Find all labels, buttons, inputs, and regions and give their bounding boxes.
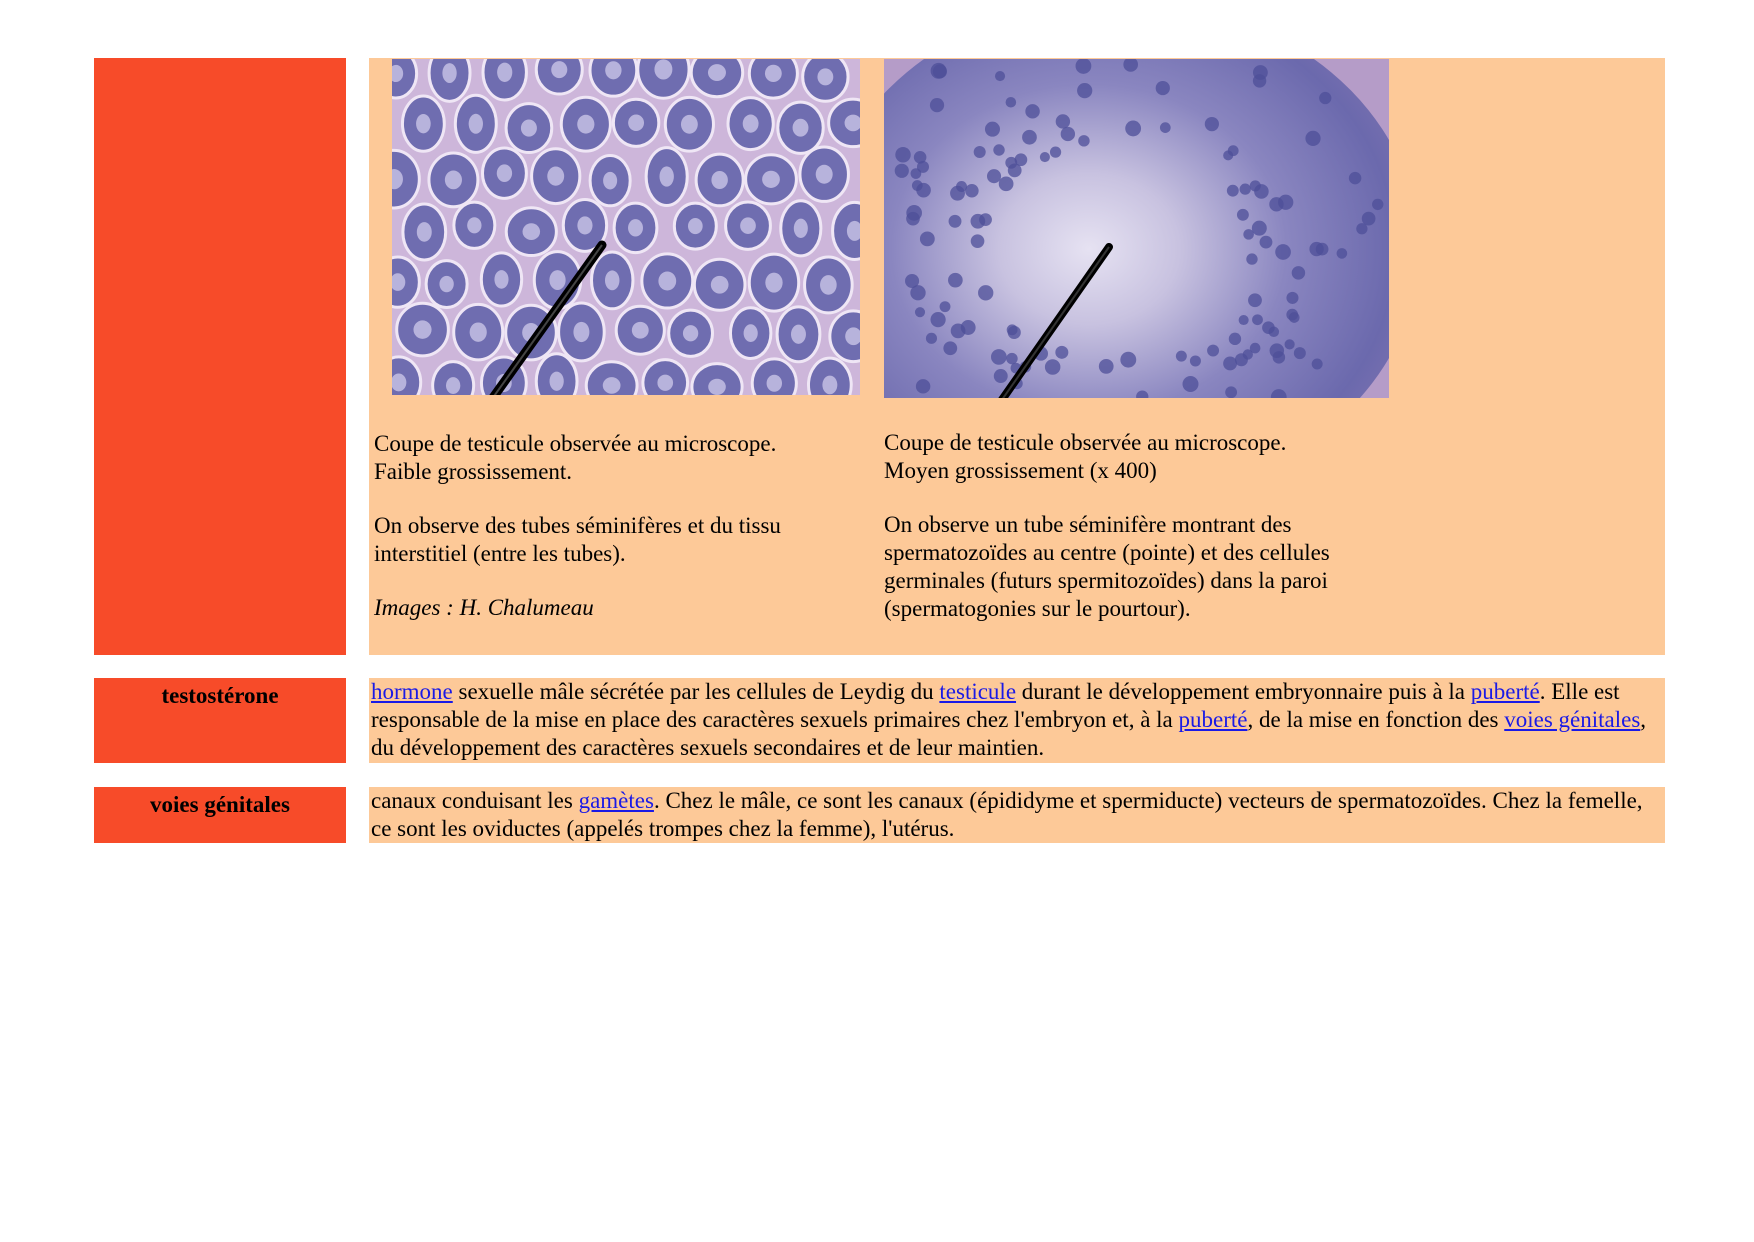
cell-nucleus (895, 164, 909, 178)
tube-lumen (446, 377, 460, 394)
tube-lumen (577, 115, 594, 134)
tube-lumen (688, 218, 703, 234)
cell-nucleus (1160, 122, 1171, 133)
cell-nucleus (915, 307, 925, 317)
tube-lumen (521, 120, 537, 137)
cell-nucleus (987, 169, 1001, 183)
micrograph-low-svg (392, 59, 860, 395)
cell-nucleus (956, 181, 967, 192)
cell-nucleus (1254, 184, 1269, 199)
cell-nucleus (930, 98, 944, 112)
term-cell-voies-genitales (94, 787, 346, 843)
cell-nucleus (1156, 81, 1170, 95)
tube-lumen (743, 115, 759, 133)
cell-nucleus (1056, 114, 1070, 128)
cell-nucleus (1225, 386, 1237, 398)
term-label: voies génitales (150, 792, 290, 817)
cell-nucleus (951, 323, 966, 338)
cell-nucleus (1285, 339, 1295, 349)
tube-lumen (740, 217, 756, 234)
tube-lumen (439, 276, 453, 292)
cell-nucleus (974, 146, 986, 158)
caption-right-line1: Coupe de testicule observée au microscope. (884, 430, 1287, 455)
cell-nucleus (1190, 355, 1201, 366)
cell-nucleus (1250, 343, 1261, 354)
tube-lumen (632, 322, 649, 339)
tube-lumen (767, 375, 782, 392)
tube-lumen (413, 320, 431, 338)
cell-nucleus (993, 144, 1004, 155)
cell-nucleus (1099, 359, 1114, 374)
cell-nucleus (1006, 97, 1017, 108)
tube-lumen (659, 166, 673, 186)
cell-nucleus (1045, 359, 1061, 375)
tube-lumen (605, 61, 621, 79)
tube-lumen (550, 372, 564, 391)
cell-nucleus (1120, 352, 1136, 368)
tube-lumen (817, 68, 833, 85)
tube-lumen (416, 114, 431, 133)
cell-nucleus (1008, 326, 1021, 339)
cell-nucleus (971, 234, 985, 248)
caption-right-line2: Moyen grossissement (x 400) (884, 458, 1157, 483)
tube-lumen (494, 270, 508, 289)
definition-testosterone (369, 678, 1665, 763)
cell-nucleus (1223, 357, 1237, 371)
definition-text: , du développement des caractères sexuels secondaires et de leur maintien. (371, 707, 1647, 760)
tube-lumen (657, 375, 673, 391)
cell-nucleus (926, 333, 937, 344)
tube-lumen (417, 222, 432, 242)
cell-nucleus (1248, 293, 1262, 307)
cell-nucleus (978, 285, 993, 300)
cell-nucleus (1050, 147, 1061, 158)
tube-lumen (523, 223, 541, 240)
cell-nucleus (1078, 135, 1089, 146)
cell-nucleus (895, 147, 910, 162)
cell-nucleus (930, 312, 945, 327)
tube-lumen (549, 270, 565, 290)
cell-nucleus (1305, 131, 1320, 146)
cell-nucleus (914, 151, 927, 164)
cell-nucleus (1228, 145, 1239, 156)
term-cell-empty (94, 58, 346, 655)
cell-nucleus (1252, 221, 1267, 236)
cell-nucleus (948, 273, 963, 288)
caption-left-line1: Coupe de testicule observée au microscope. (374, 431, 777, 456)
cell-nucleus (1270, 343, 1285, 358)
cell-nucleus (1253, 65, 1268, 80)
term-label: testostérone (161, 683, 279, 708)
definition-text: . Chez le mâle, ce sont les canaux (épididyme et spermiducte) vecteurs de spermatozoïdes. Chez la femelle, ce sont les oviductes (appelés trompes chez la femme), l'utérus. (371, 788, 1643, 841)
cell-nucleus (995, 71, 1005, 81)
cell-nucleus (933, 64, 947, 78)
cell-nucleus (1239, 315, 1249, 325)
tube-lumen (497, 63, 512, 82)
tube-lumen (467, 217, 481, 233)
cell-nucleus (1077, 83, 1092, 98)
term-cell-testosterone (94, 678, 346, 763)
tube-lumen (681, 115, 698, 134)
cell-nucleus (1349, 172, 1361, 184)
cell-nucleus (1269, 327, 1279, 337)
cell-nucleus (1372, 199, 1383, 210)
cell-nucleus (1286, 292, 1298, 304)
cell-nucleus (971, 214, 986, 229)
tube-lumen (658, 272, 676, 291)
tube-lumen (791, 325, 806, 344)
tube-lumen (573, 322, 589, 342)
cell-nucleus (916, 379, 930, 393)
definition-text: canaux conduisant les (371, 788, 579, 813)
tube-lumen (708, 64, 726, 81)
cell-nucleus (1006, 353, 1017, 364)
tube-lumen (497, 164, 512, 182)
tube-lumen (711, 171, 727, 189)
cell-nucleus (940, 301, 951, 312)
cell-nucleus (1176, 351, 1187, 362)
tube-lumen (551, 61, 567, 78)
tube-lumen (822, 376, 837, 395)
cell-nucleus (1319, 92, 1331, 104)
tube-lumen (794, 219, 808, 238)
cell-nucleus (920, 231, 935, 246)
cell-nucleus (999, 176, 1014, 191)
cell-nucleus (1289, 312, 1300, 323)
cell-nucleus (1294, 347, 1306, 359)
cell-nucleus (1237, 209, 1249, 221)
cell-nucleus (1229, 333, 1241, 345)
cell-nucleus (1183, 376, 1199, 392)
caption-right (884, 429, 1389, 649)
tube-lumen (820, 275, 837, 295)
tube-lumen (547, 167, 564, 186)
tube-lumen (765, 273, 782, 293)
cell-nucleus (985, 122, 1000, 137)
cell-nucleus (911, 168, 922, 179)
tube-lumen (469, 114, 483, 134)
cell-nucleus (1227, 185, 1239, 197)
cell-nucleus (1312, 358, 1323, 369)
tube-lumen (628, 219, 643, 236)
cell-nucleus (1055, 346, 1068, 359)
micrograph-medium-magnification (884, 59, 1389, 398)
cell-nucleus (1252, 314, 1263, 325)
caption-left (374, 430, 854, 648)
cell-nucleus (1275, 244, 1291, 260)
micrograph-medium-svg (884, 59, 1389, 398)
tube-lumen (744, 324, 758, 342)
tube-lumen (605, 270, 620, 290)
cell-nucleus (1205, 117, 1219, 131)
tube-lumen (711, 276, 729, 294)
caption-left-observation: On observe des tubes séminifères et du tissu interstitiel (entre les tubes). (374, 513, 781, 566)
cell-nucleus (1240, 184, 1251, 195)
tube-lumen (765, 65, 782, 82)
cell-nucleus (991, 349, 1007, 365)
definition-text: durant le développement embryonnaire puis à la (1016, 679, 1471, 704)
link-gametes[interactable]: gamètes (578, 788, 654, 813)
tube-lumen (577, 216, 592, 234)
tube-lumen (628, 115, 644, 131)
cell-nucleus (1005, 157, 1017, 169)
cell-nucleus (949, 215, 962, 228)
cell-nucleus (1356, 223, 1367, 234)
cell-nucleus (916, 183, 931, 198)
cell-nucleus (905, 274, 919, 288)
tube-lumen (445, 170, 462, 189)
tube-lumen (762, 171, 780, 188)
cell-nucleus (1362, 212, 1376, 226)
cell-nucleus (1040, 152, 1050, 162)
tube-lumen (654, 59, 672, 79)
tube-lumen (603, 377, 621, 394)
cell-nucleus (1061, 127, 1075, 141)
cell-nucleus (1022, 130, 1037, 145)
caption-left-line2: Faible grossissement. (374, 459, 573, 484)
cell-nucleus (1125, 121, 1141, 137)
cell-nucleus (994, 369, 1008, 383)
cell-nucleus (1260, 236, 1273, 249)
tube-lumen (470, 322, 487, 341)
micrograph-low-magnification (392, 59, 860, 395)
definition-text: sexuelle mâle sécrétée par les cellules de Leydig du (452, 679, 940, 704)
definition-voies-genitales (369, 787, 1665, 843)
definition-text: , de la mise en fonction des (1247, 707, 1505, 732)
cell-nucleus (943, 341, 957, 355)
image-row-cell (369, 58, 1665, 655)
image-credit: Images : H. Chalumeau (374, 595, 594, 620)
cell-nucleus (1207, 345, 1219, 357)
link-voies-genitales[interactable]: voies génitales (1504, 707, 1641, 732)
tube-lumen (793, 119, 809, 137)
cell-nucleus (1278, 195, 1293, 210)
link-puberte[interactable]: puberté (1470, 679, 1540, 704)
tube-lumen (442, 63, 456, 83)
link-hormone[interactable]: hormone (371, 679, 453, 704)
definition-text: . Elle est responsable de la mise en place des caractères sexuels primaires chez l'embryon et, à la (371, 679, 1620, 732)
caption-right-observation: On observe un tube séminifère montrant des spermatozoïdes au centre (pointe) et des cellules germinales (futurs spermitozoïdes) dans la paroi (spermatogonies sur le pourtour). (884, 512, 1330, 621)
cell-nucleus (906, 205, 922, 221)
tube-lumen (683, 325, 698, 341)
link-testicule[interactable]: testicule (939, 679, 1017, 704)
cell-nucleus (1246, 253, 1257, 264)
cell-nucleus (965, 184, 979, 198)
cell-nucleus (1025, 104, 1039, 118)
tube-lumen (816, 165, 833, 184)
tube-lumen (603, 172, 617, 190)
link-puberte-2[interactable]: puberté (1178, 707, 1248, 732)
cell-nucleus (1309, 242, 1323, 256)
cell-nucleus (1292, 266, 1305, 279)
cell-nucleus (1337, 248, 1348, 259)
tube-lumen (708, 379, 726, 395)
